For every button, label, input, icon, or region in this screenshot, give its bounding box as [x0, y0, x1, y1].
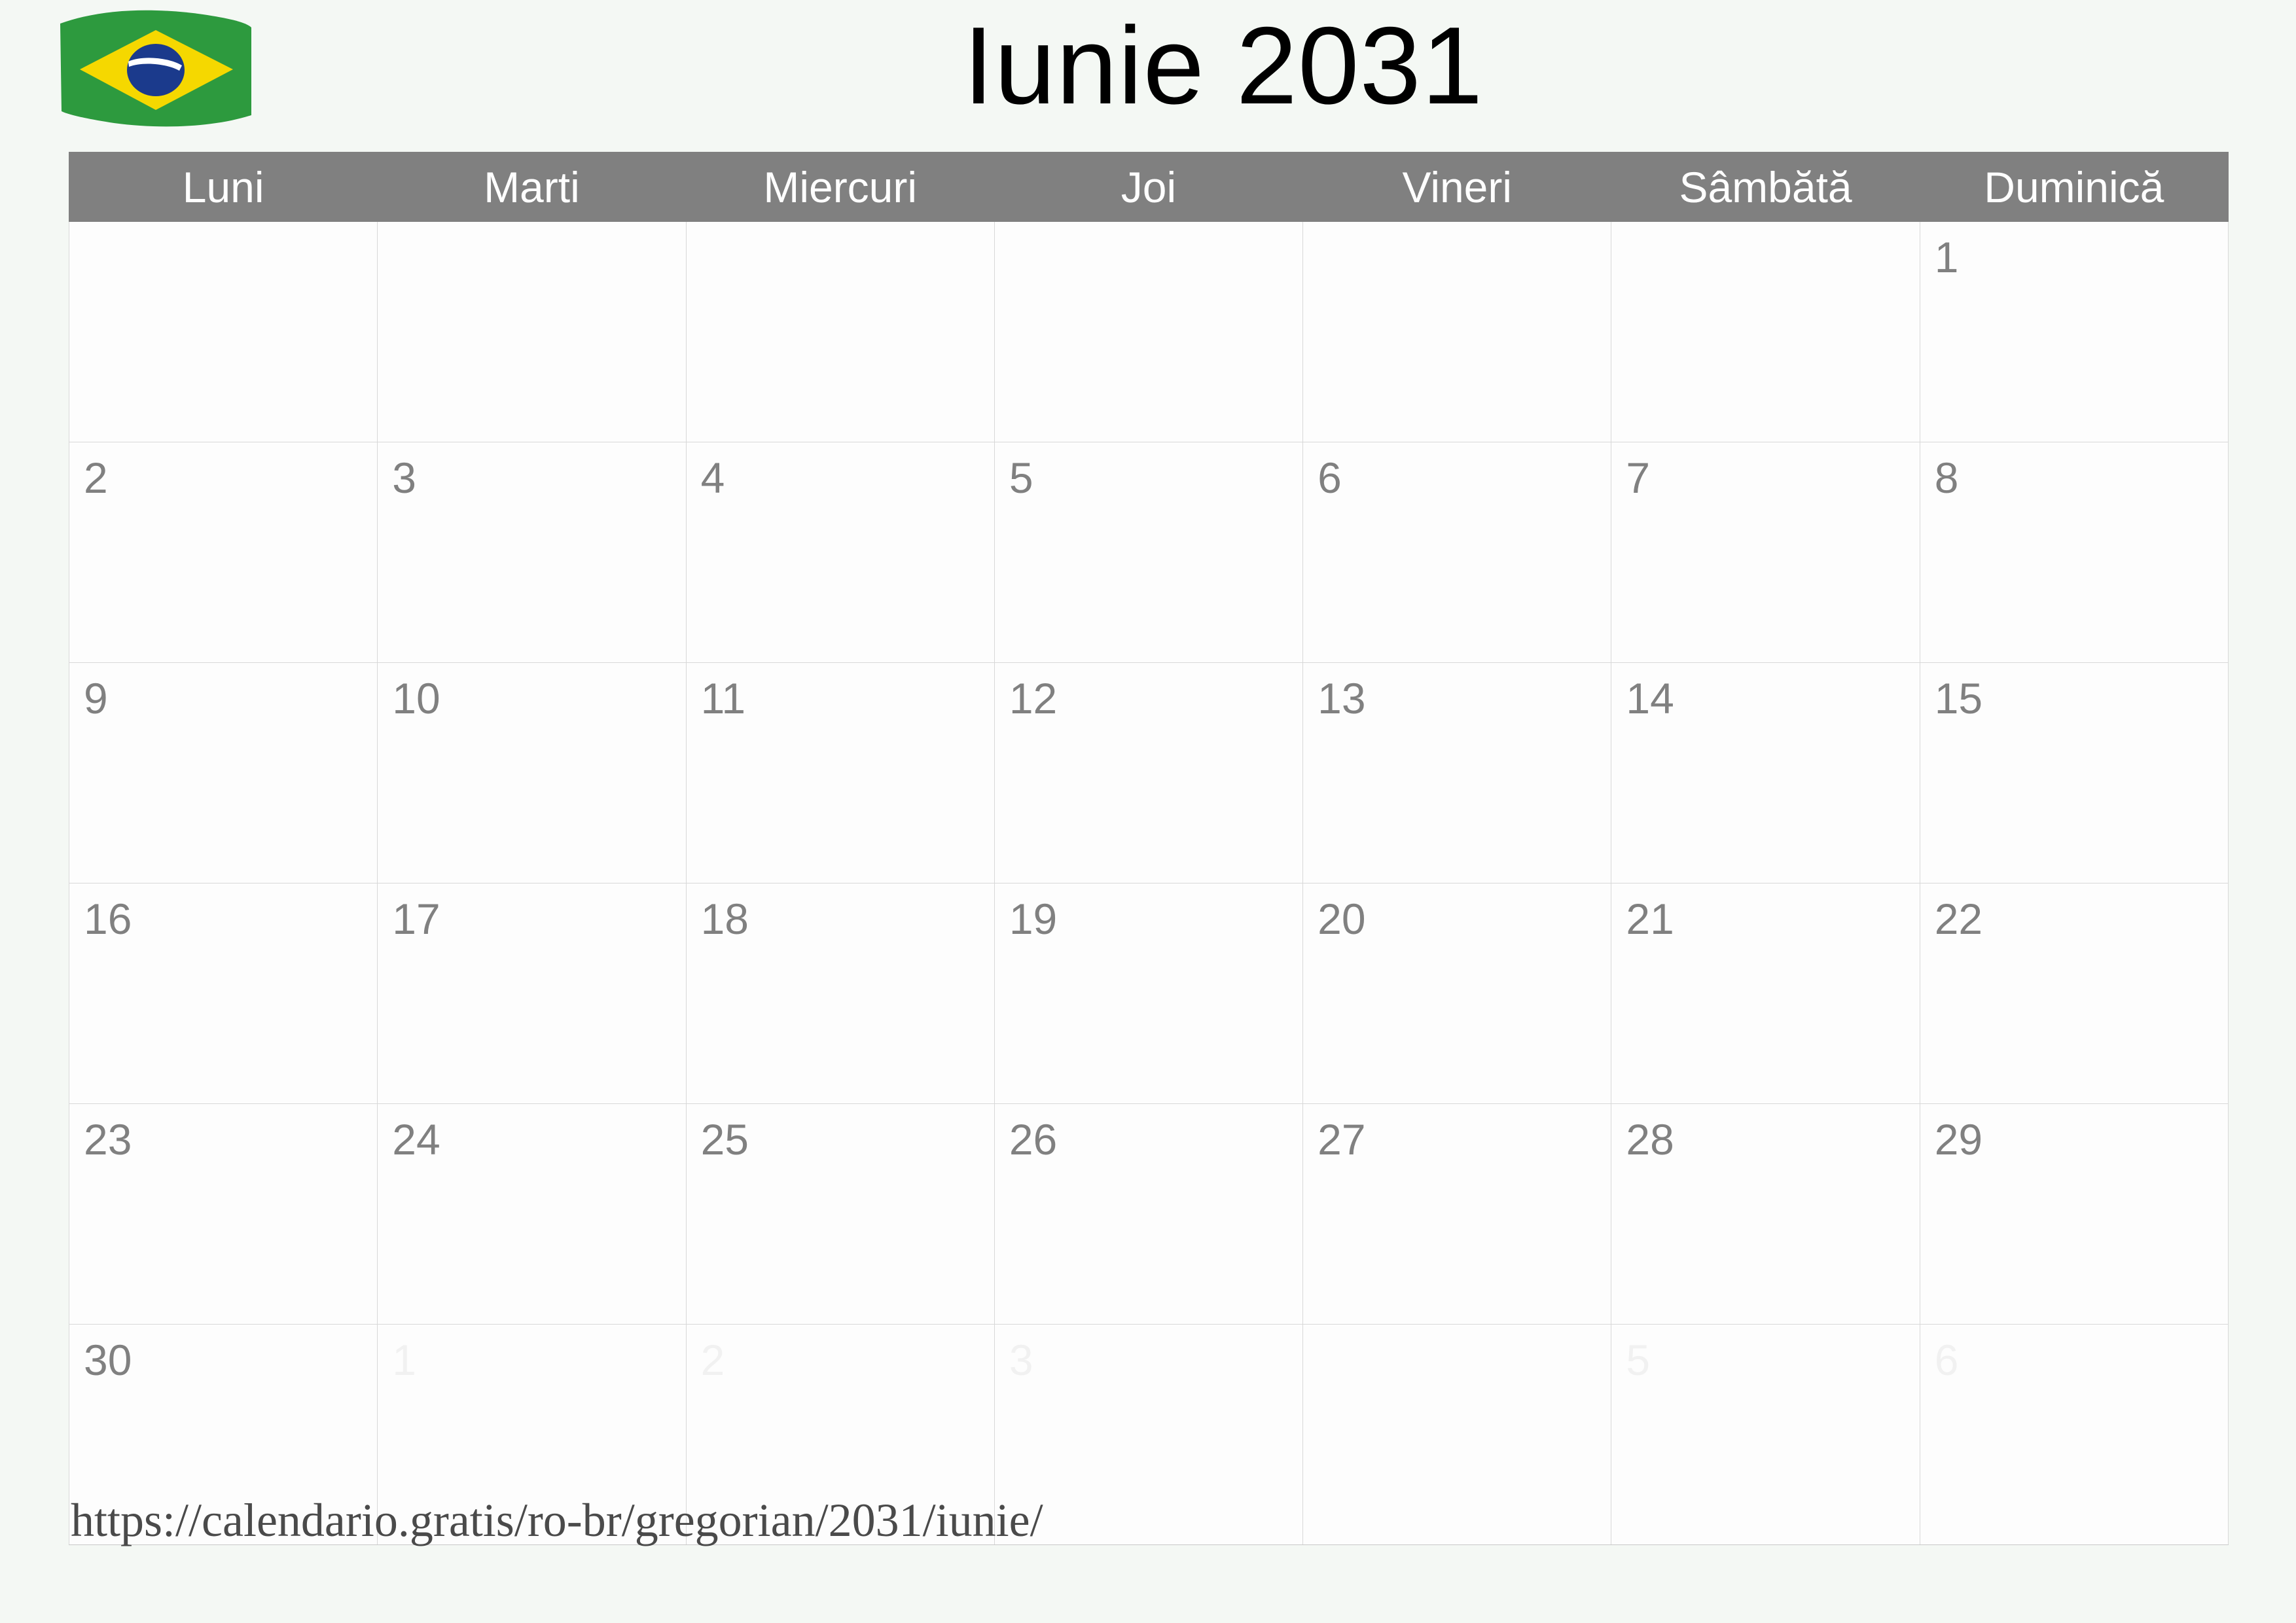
calendar-week-row	[69, 1104, 2229, 1325]
calendar-week-row	[69, 663, 2229, 883]
calendar-day-cell[interactable]	[1303, 1104, 1611, 1325]
day-number: 13	[1318, 674, 1366, 722]
calendar-day-cell[interactable]	[1303, 663, 1611, 883]
weekday-header-wednesday: Miercuri	[686, 152, 994, 222]
calendar-day-cell[interactable]	[686, 883, 994, 1104]
day-number-faint: 1	[392, 1336, 416, 1384]
calendar-day-cell[interactable]	[994, 442, 1302, 663]
day-number: 25	[700, 1115, 749, 1164]
day-number: 12	[1009, 674, 1058, 722]
day-number: 16	[84, 895, 132, 943]
calendar-day-cell[interactable]	[1611, 883, 1920, 1104]
weekday-header-thursday: Joi	[994, 152, 1302, 222]
calendar-week-row	[69, 222, 2229, 442]
day-number: 5	[1009, 454, 1033, 502]
calendar-day-cell[interactable]	[686, 663, 994, 883]
calendar-day-cell[interactable]	[994, 883, 1302, 1104]
day-number: 20	[1318, 895, 1366, 943]
calendar-day-cell[interactable]	[686, 442, 994, 663]
calendar-day-cell[interactable]	[378, 663, 686, 883]
page-title: Iunie 2031	[963, 4, 1484, 127]
calendar-day-cell[interactable]	[69, 663, 378, 883]
calendar-day-cell[interactable]	[378, 1104, 686, 1325]
day-number: 1	[1934, 233, 1959, 281]
day-number: 22	[1934, 895, 1983, 943]
day-number: 23	[84, 1115, 132, 1164]
day-number: 14	[1626, 674, 1674, 722]
calendar-day-cell[interactable]	[378, 222, 686, 442]
calendar-day-cell[interactable]	[994, 1104, 1302, 1325]
day-number-faint: 2	[700, 1336, 725, 1384]
calendar-day-cell[interactable]	[378, 883, 686, 1104]
day-number-faint: 5	[1626, 1336, 1651, 1384]
day-number: 17	[392, 895, 440, 943]
day-number: 15	[1934, 674, 1983, 722]
calendar-day-cell[interactable]	[1303, 1325, 1611, 1545]
weekday-header-sunday: Duminică	[1920, 152, 2228, 222]
calendar-day-cell[interactable]	[1611, 1104, 1920, 1325]
weekday-header-monday: Luni	[69, 152, 378, 222]
calendar-day-cell[interactable]	[378, 442, 686, 663]
calendar-day-cell[interactable]	[1303, 222, 1611, 442]
calendar-day-cell[interactable]	[1920, 1104, 2228, 1325]
day-number: 6	[1318, 454, 1342, 502]
day-number: 28	[1626, 1115, 1674, 1164]
day-number: 30	[84, 1336, 132, 1384]
day-number: 11	[700, 674, 746, 722]
calendar-day-cell[interactable]	[1920, 663, 2228, 883]
weekday-header-tuesday: Marti	[378, 152, 686, 222]
calendar-day-cell[interactable]	[1303, 883, 1611, 1104]
calendar-week-row	[69, 442, 2229, 663]
calendar-grid	[69, 152, 2229, 1545]
day-number: 18	[700, 895, 749, 943]
calendar-day-cell[interactable]	[69, 1104, 378, 1325]
day-number: 10	[392, 674, 440, 722]
day-number: 2	[84, 454, 108, 502]
calendar-day-cell[interactable]	[1611, 222, 1920, 442]
weekday-header-row	[69, 152, 2229, 222]
day-number: 3	[392, 454, 416, 502]
calendar-day-cell[interactable]	[1611, 1325, 1920, 1545]
source-url[interactable]: https://calendario.gratis/ro-br/gregorian/2031/iunie/	[71, 1494, 1043, 1546]
calendar-day-cell[interactable]	[1920, 222, 2228, 442]
calendar-day-cell[interactable]	[69, 442, 378, 663]
calendar-day-cell[interactable]	[1303, 442, 1611, 663]
calendar-day-cell[interactable]	[1920, 883, 2228, 1104]
calendar-week-row	[69, 883, 2229, 1104]
day-number: 9	[84, 674, 108, 722]
day-number: 26	[1009, 1115, 1058, 1164]
calendar-day-cell[interactable]	[1920, 1325, 2228, 1545]
day-number: 21	[1626, 895, 1674, 943]
calendar-day-cell[interactable]	[1611, 663, 1920, 883]
calendar-day-cell[interactable]	[1611, 442, 1920, 663]
page-header	[0, 0, 2296, 151]
day-number: 8	[1934, 454, 1959, 502]
calendar-day-cell[interactable]	[686, 1104, 994, 1325]
day-number: 7	[1626, 454, 1651, 502]
calendar-day-cell[interactable]	[686, 222, 994, 442]
day-number-faint: 3	[1009, 1336, 1033, 1384]
weekday-header-friday: Vineri	[1303, 152, 1611, 222]
day-number: 4	[700, 454, 725, 502]
day-number: 29	[1934, 1115, 1983, 1164]
weekday-header-saturday: Sâmbătă	[1611, 152, 1920, 222]
day-number: 27	[1318, 1115, 1366, 1164]
calendar-day-cell[interactable]	[994, 222, 1302, 442]
day-number: 24	[392, 1115, 440, 1164]
calendar-day-cell[interactable]	[1920, 442, 2228, 663]
day-number-faint: 6	[1934, 1336, 1959, 1384]
day-number: 19	[1009, 895, 1058, 943]
calendar-day-cell[interactable]	[69, 883, 378, 1104]
calendar-day-cell[interactable]	[994, 663, 1302, 883]
calendar-day-cell[interactable]	[69, 222, 378, 442]
